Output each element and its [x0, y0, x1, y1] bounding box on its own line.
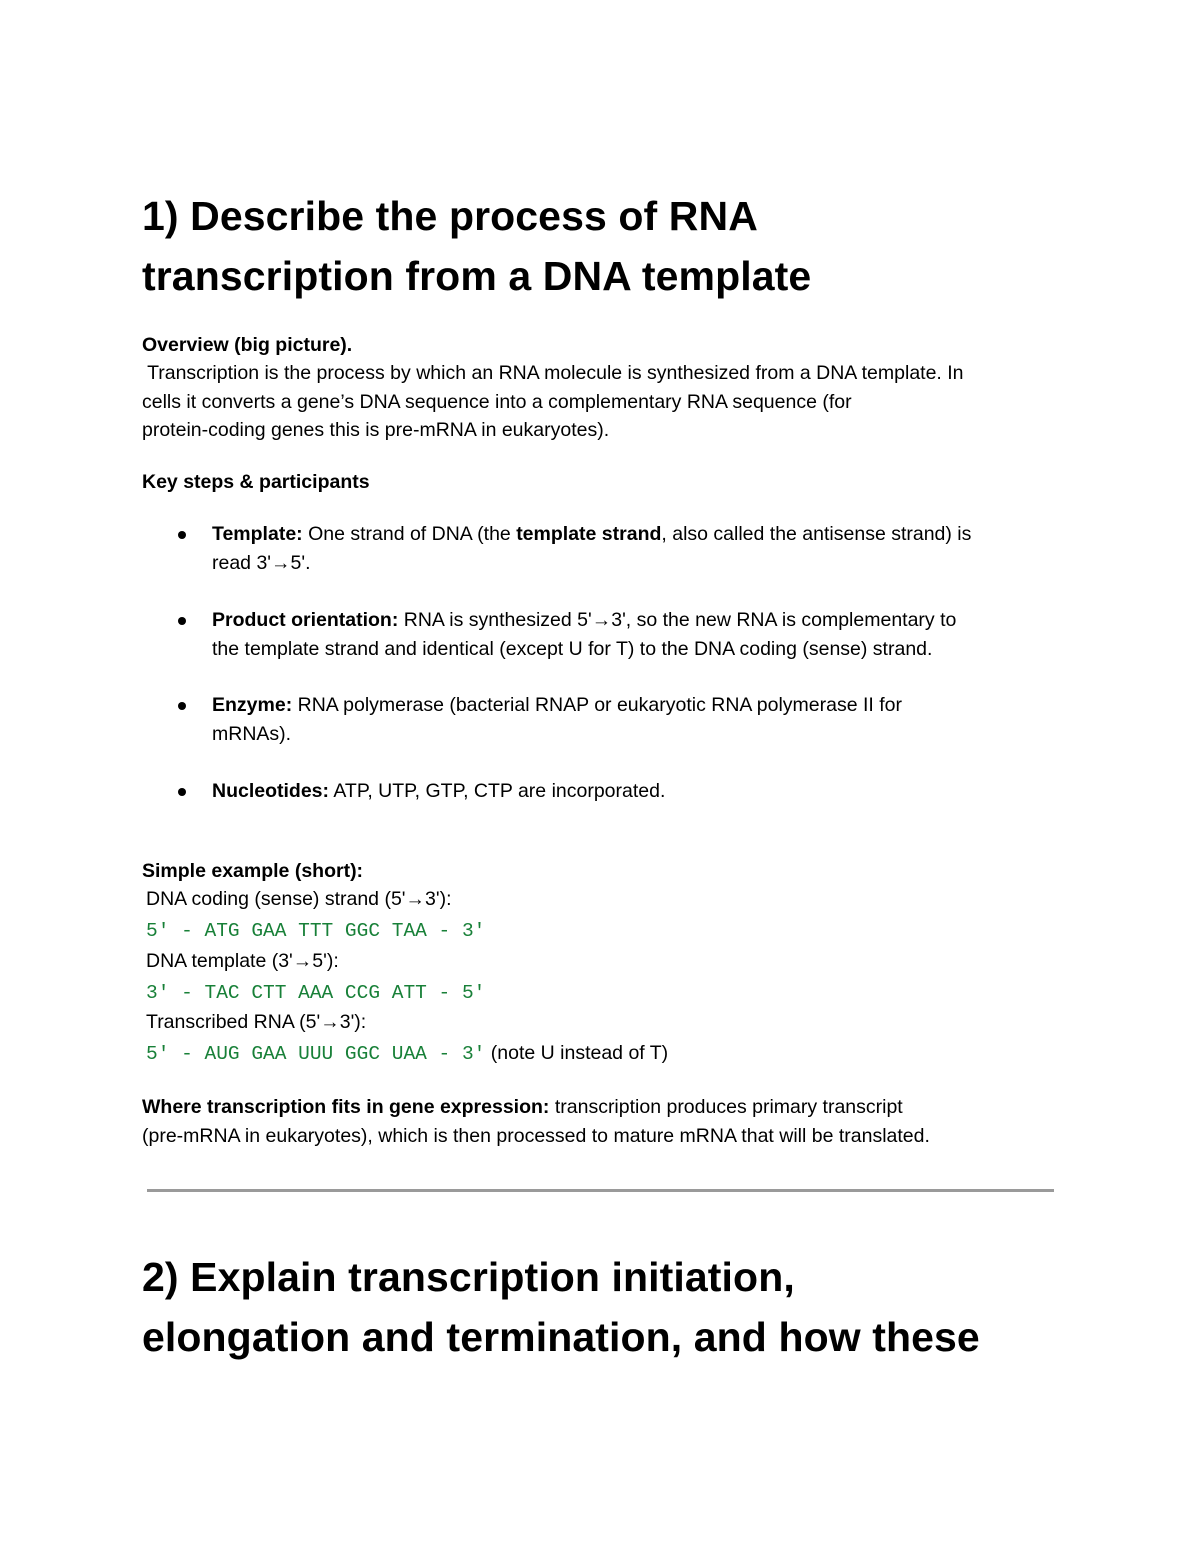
- step-text-line2: mRNAs).: [212, 722, 292, 745]
- section-1-title-line1: 1) Describe the process of RNA: [142, 193, 758, 239]
- bullet-icon: [178, 531, 186, 539]
- bullet-icon: [178, 702, 186, 710]
- step-label: Product orientation:: [212, 609, 399, 631]
- list-item: [212, 606, 1057, 663]
- overview-paragraph: [142, 359, 1057, 445]
- step-text: One strand of DNA (the: [302, 523, 517, 545]
- overview-line1: Transcription is the process by which an RNA molecule is synthesized from a DNA template. In: [142, 362, 964, 384]
- overview-heading: Overview (big picture).: [142, 334, 353, 356]
- step-text: RNA polymerase (bacterial RNAP or eukaryotic RNA polymerase II for: [292, 694, 902, 716]
- template-sequence-text: 3' - TAC CTT AAA CCG ATT - 5': [146, 982, 486, 1004]
- step-emphasis: template strand: [516, 523, 662, 545]
- step-label: Template:: [212, 523, 303, 545]
- where-text: transcription produces primary transcript: [549, 1096, 903, 1118]
- list-item: [212, 520, 1057, 577]
- key-steps-heading: Key steps & participants: [142, 471, 370, 493]
- bullet-icon: [178, 788, 186, 796]
- coding-strand-sequence: [146, 916, 485, 946]
- horizontal-divider: [147, 1189, 1054, 1192]
- where-text-line2: (pre-mRNA in eukaryotes), which is then processed to mature mRNA that will be translated.: [142, 1124, 930, 1147]
- section-2-title-line2: elongation and termination, and how these: [142, 1314, 980, 1360]
- step-text: RNA is synthesized 5'→3', so the new RNA is complementary to: [398, 609, 957, 631]
- example-heading: Simple example (short):: [142, 860, 364, 882]
- overview-line3: protein-coding genes this is pre-mRNA in eukaryotes).: [142, 419, 610, 441]
- rna-sequence: [146, 1039, 668, 1069]
- rna-label: Transcribed RNA (5'→3'):: [146, 1011, 367, 1033]
- section-2-title-line1: 2) Explain transcription initiation,: [142, 1254, 795, 1300]
- overview-line2: cells it converts a gene’s DNA sequence into a complementary RNA sequence (for: [142, 390, 852, 413]
- where-transcription-fits: [142, 1093, 1057, 1150]
- step-text-line2: read 3'→5'.: [212, 551, 311, 574]
- step-label: Nucleotides:: [212, 780, 330, 802]
- section-1-title: [142, 186, 1057, 306]
- list-item: [212, 777, 1057, 806]
- coding-sequence-text: 5' - ATG GAA TTT GGC TAA - 3': [146, 920, 486, 942]
- list-item: [212, 691, 1057, 748]
- section-1-title-line2: transcription from a DNA template: [142, 253, 812, 299]
- section-2-title: [142, 1247, 1072, 1367]
- step-text-cont: , also called the antisense strand) is: [661, 523, 972, 545]
- bullet-icon: [178, 617, 186, 625]
- step-label: Enzyme:: [212, 694, 293, 716]
- step-text-line2: the template strand and identical (except U for T) to the DNA coding (sense) strand.: [212, 637, 933, 660]
- template-strand-label: DNA template (3'→5'):: [146, 950, 339, 972]
- template-strand-sequence: [146, 978, 485, 1008]
- step-text: ATP, UTP, GTP, CTP are incorporated.: [329, 780, 666, 802]
- rna-note: (note U instead of T): [485, 1042, 669, 1064]
- rna-sequence-text: 5' - AUG GAA UUU GGC UAA - 3': [146, 1043, 486, 1065]
- coding-strand-label: DNA coding (sense) strand (5'→3'):: [146, 888, 452, 910]
- where-heading: Where transcription fits in gene expression:: [142, 1096, 550, 1118]
